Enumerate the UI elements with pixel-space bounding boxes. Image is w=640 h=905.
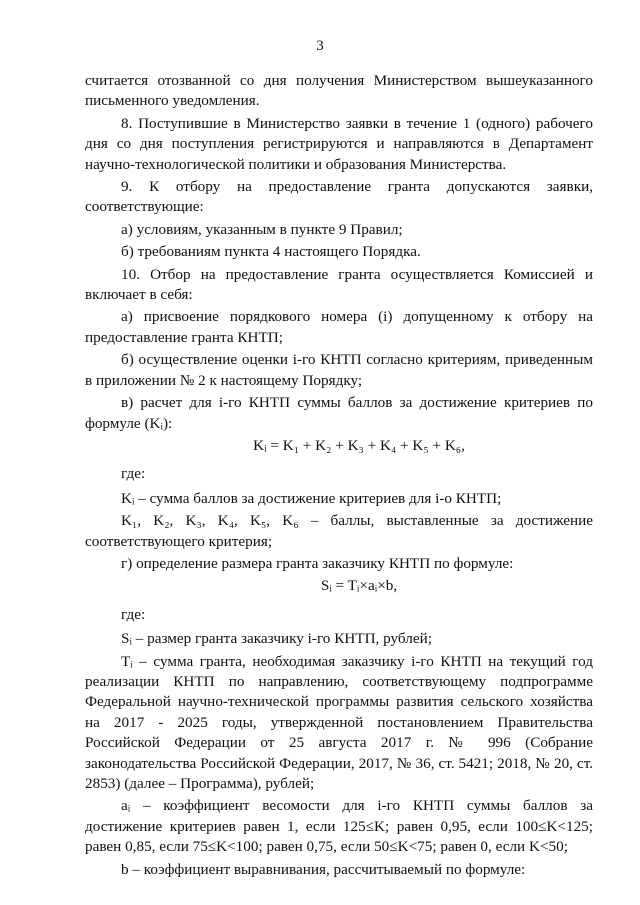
paragraph: Sᵢ – размер гранта заказчику i-го КНТП, рублей; <box>121 630 432 648</box>
paragraph: г) определение размера гранта заказчику КНТП по формуле: <box>121 554 514 572</box>
paragraph: 8. Поступившие в Министерство заявки в течение 1 (одного) рабочего дня со дня поступления регистрируются и направляются в Департамент научно-технологической политики и образования Министерства. <box>85 114 593 173</box>
paragraph: где: <box>121 605 146 623</box>
formula-line: Sᵢ = Tᵢ×aᵢ×b, <box>320 577 398 595</box>
paragraph: где: <box>121 465 146 483</box>
paragraph: 9. К отбору на предоставление гранта допускаются заявки, соответствующие: <box>85 178 593 216</box>
paragraph: а) присвоение порядкового номера (i) допущенному к отбору на предоставление гранта КНТП; <box>85 308 593 346</box>
paragraph: 10. Отбор на предоставление гранта осуществляется Комиссией и включает в себя: <box>85 265 593 304</box>
paragraph: считается отозванной со дня получения Министерством вышеуказанного письменного уведомления. <box>85 72 593 110</box>
paragraph: aᵢ – коэффициент весомости для i-го КНТП суммы баллов за достижение критериев равен 1, если 125≤K; равен 0,95, если 100≤K<125; равен 0,85, если 75≤K<100; равен 0,75, если 50≤K<75; равен 0, если K<50; <box>85 797 593 856</box>
paragraph: Tᵢ – сумма гранта, необходимая заказчику i-го КНТП на текущий год реализации КНТП по направлению, соответствующему подпрограмме Федеральной научно-технической программы развития сельского хозяйства на 2017 - 2025 годы, утвержденной постановлением Правительства Российской Федерации от 25 августа 2017 г. № 996 (Собрание законодательства Российской Федерации, 2017, № 36, ст. 5421; 2018, № 20, ст. 2853) (далее – Программа), рублей; <box>85 652 593 792</box>
paragraph: в) расчет для i-го КНТП суммы баллов за достижение критериев по формуле (Kᵢ): <box>85 394 593 432</box>
paragraph: а) условиям, указанным в пункте 9 Правил; <box>121 220 403 238</box>
formula-line: Kᵢ = K₁ + K₂ + K₃ + K₄ + K₅ + K₆, <box>253 436 465 454</box>
paragraph: K₁, K₂, K₃, K₄, K₅, K₆ – баллы, выставленные за достижение соответствующего критерия; <box>85 512 593 550</box>
paragraph: б) требованиям пункта 4 настоящего Порядка. <box>121 243 421 261</box>
document-body <box>85 71 593 882</box>
paragraph: Kᵢ – сумма баллов за достижение критериев для i-о КНТП; <box>121 489 502 507</box>
paragraph: b – коэффициент выравнивания, рассчитываемый по формуле: <box>121 860 526 878</box>
page-number: 3 <box>316 38 324 54</box>
paragraph: б) осуществление оценки i-го КНТП согласно критериям, приведенным в приложении № 2 к настоящему Порядку; <box>85 351 593 389</box>
